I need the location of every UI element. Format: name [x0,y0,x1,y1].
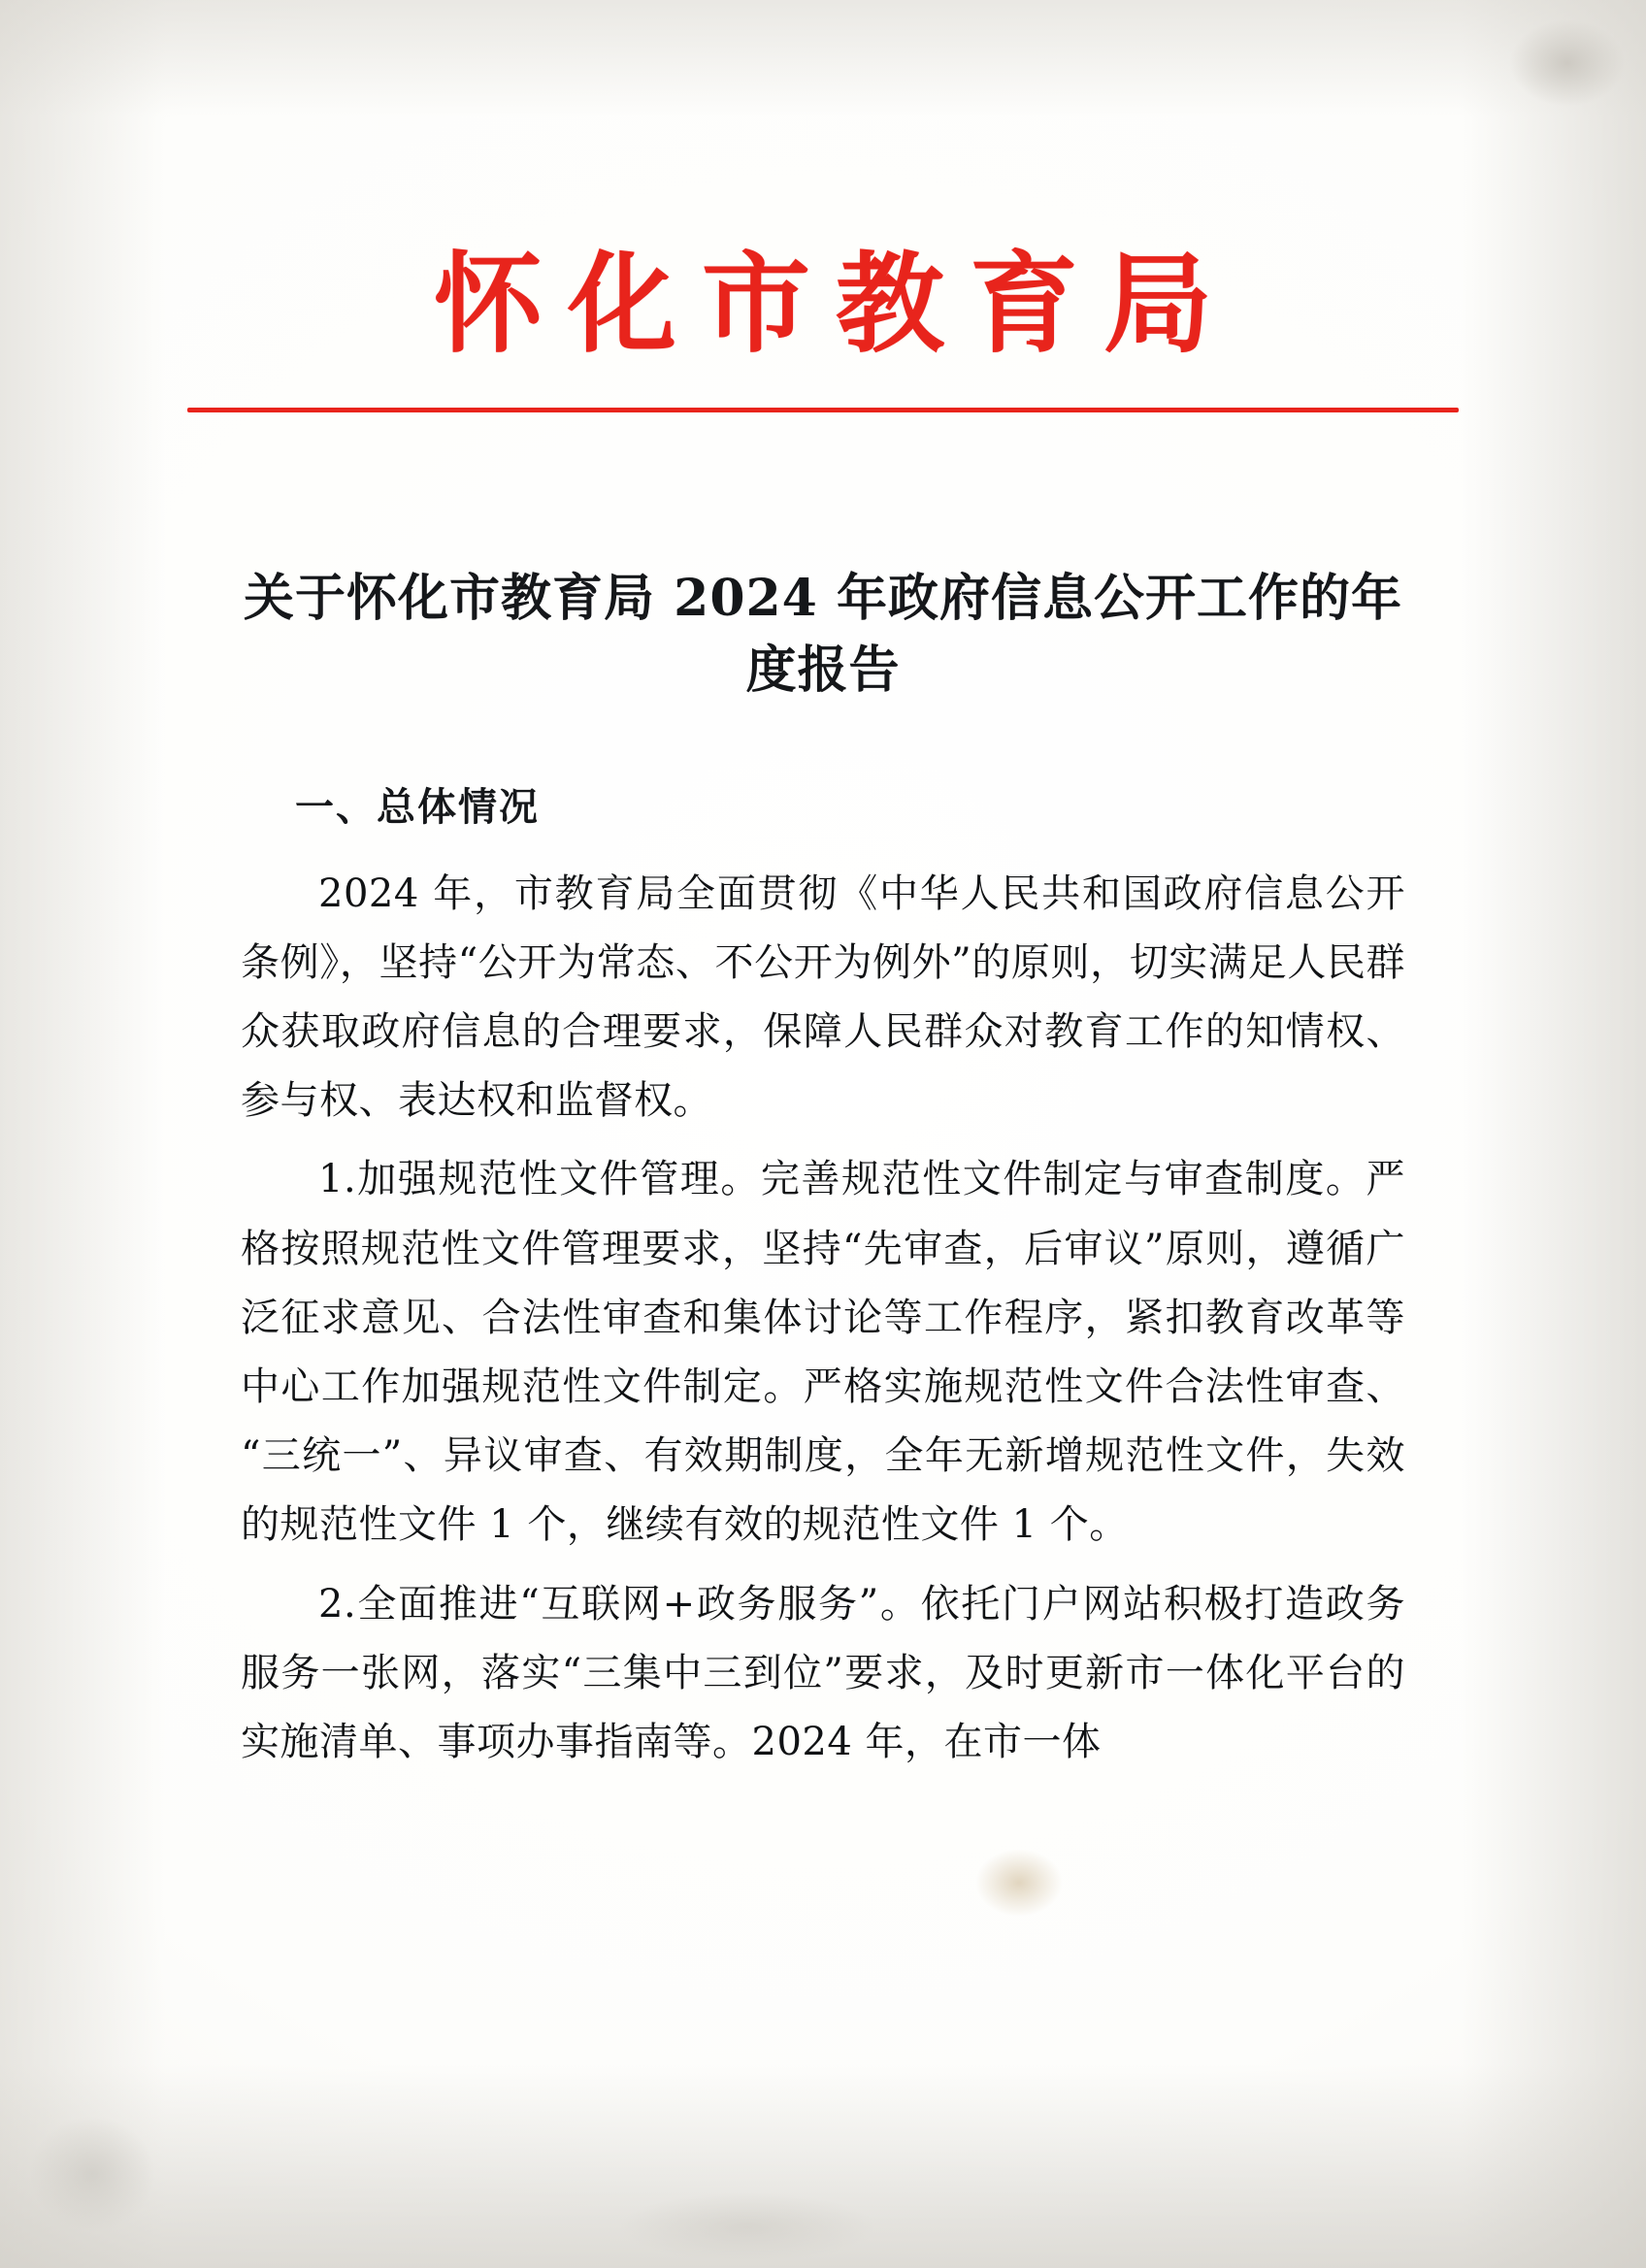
paragraph-overview: 2024 年，市教育局全面贯彻《中华人民共和国政府信息公开条例》，坚持“公开为常态、不公开为例外”的原则，切实满足人民群众获取政府信息的合理要求，保障人民群众对教育工作的知情权、参与权、表达权和监督权。 [241,871,1405,1124]
letterhead-organization-name: 怀化市教育局 [434,241,1237,368]
letterhead [0,241,1646,412]
scan-shadow-bottom [0,2064,1646,2268]
document-body [241,563,1405,1787]
document-title: 关于怀化市教育局 2024 年政府信息公开工作的年度报告 [244,569,1402,700]
paragraph-item-2: 2.全面推进“互联网+政务服务”。依托门户网站积极打造政务服务一张网，落实“三集中三到位”要求，及时更新市一体化平台的实施清单、事项办事指南等。2024 年，在市一体 [241,1581,1405,1764]
paper-smudge-top-right [1509,19,1626,107]
letterhead-divider-rule [187,408,1459,412]
paper-smudge-bottom [621,2193,873,2261]
scan-shadow-top [0,0,1646,116]
paper-smudge-middle [975,1849,1063,1917]
paper-smudge-bottom-left [29,2116,155,2232]
section-heading-overall-situation: 一、总体情况 [295,783,540,830]
paragraph-item-1: 1.加强规范性文件管理。完善规范性文件制定与审查制度。严格按照规范性文件管理要求，坚持“先审查，后审议”原则，遵循广泛征求意见、合法性审查和集体讨论等工作程序，紧扣教育改革等中心工作加强规范性文件制定。严格实施规范性文件合法性审查、“三统一”、异议审查、有效期制度，全年无新增规范性文件，失效的规范性文件 1 个，继续有效的规范性文件 1 个。 [241,1157,1405,1548]
